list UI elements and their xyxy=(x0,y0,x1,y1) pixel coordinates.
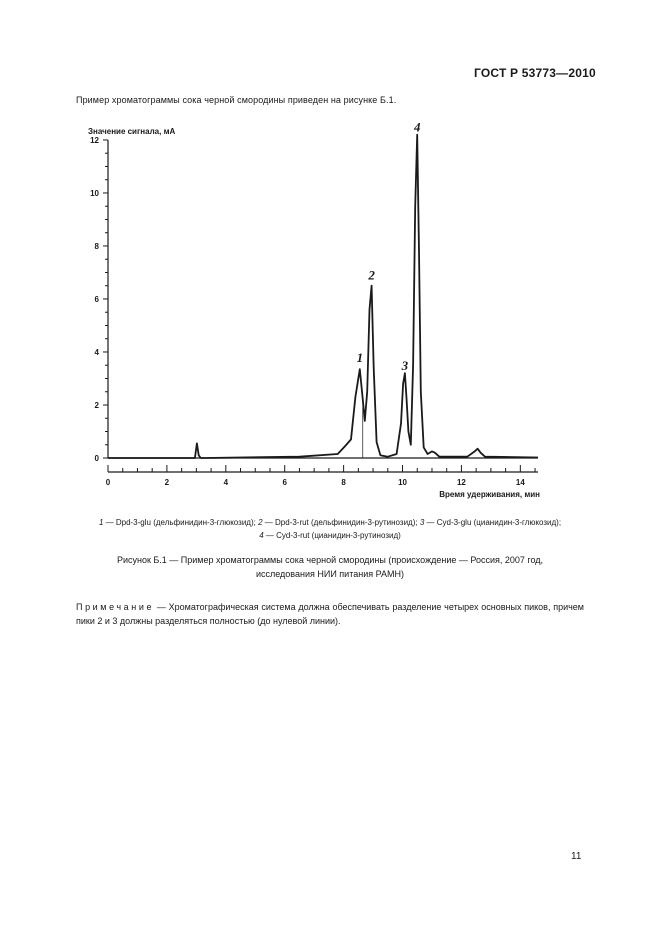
y-tick-label: 12 xyxy=(90,135,99,145)
legend-num-1: 1 xyxy=(98,518,104,527)
x-tick-label: 4 xyxy=(223,478,229,487)
peak-label-1: 1 xyxy=(356,349,364,365)
legend-text-2: — Dpd-3-rut (дельфинидин-3-рутинозид); xyxy=(262,518,420,527)
y-tick-label: 8 xyxy=(94,241,99,251)
y-tick-label: 10 xyxy=(90,188,99,198)
x-tick-label: 10 xyxy=(398,478,407,487)
legend-text-3: — Cyd-3-glu (цианидин-3-глюкозид); xyxy=(424,518,562,527)
intro-paragraph: Пример хроматограммы сока черной смородины приведен на рисунке Б.1. xyxy=(76,95,397,105)
x-tick-label: 6 xyxy=(282,478,287,487)
x-tick-label: 12 xyxy=(456,478,466,487)
note-label: Примечание xyxy=(76,602,155,612)
x-tick-label: 8 xyxy=(341,478,346,487)
peak-label-2: 2 xyxy=(368,267,375,283)
legend-num-3: 3 xyxy=(419,518,425,527)
x-axis-title: Время удерживания, мин xyxy=(439,490,540,499)
caption-line-2: исследования НИИ питания РАМН) xyxy=(255,569,405,579)
x-tick-label: 14 xyxy=(515,478,525,487)
y-tick-label: 0 xyxy=(94,454,99,463)
page-number: 11 xyxy=(571,851,582,862)
note-text: — Хроматографическая система должна обеспечивать разделение четырех основных пиков, причем пики 2 и 3 должны разделяться полностью (до нулевой линии). xyxy=(76,602,584,626)
chromatogram-trace xyxy=(108,135,538,458)
figure-legend-line-1 xyxy=(40,516,620,529)
y-tick-label: 6 xyxy=(94,294,99,304)
y-tick-label: 2 xyxy=(94,400,99,410)
x-tick-label: 0 xyxy=(105,478,111,487)
legend-num-4: 4 xyxy=(259,531,264,540)
legend-num-2: 2 xyxy=(258,518,263,527)
legend-text-1: — Dpd-3-glu (дельфинидин-3-глюкозид); xyxy=(103,518,259,527)
peak-label-3: 3 xyxy=(401,357,409,373)
x-tick-label: 2 xyxy=(164,478,170,487)
caption-line-1: Рисунок Б.1 — Пример хроматограммы сока черной смородины (происхождение — Россия, 2007 год, xyxy=(116,555,544,565)
figure-caption xyxy=(60,553,600,581)
legend-text-4: — Cyd-3-rut (цианидин-3-рутинозид) xyxy=(263,531,401,540)
standard-code: ГОСТ Р 53773—2010 xyxy=(474,66,596,80)
y-axis-title: Значение сигнала, мА xyxy=(88,127,176,136)
note-paragraph xyxy=(76,600,584,628)
peak-label-4: 4 xyxy=(413,119,421,135)
figure-legend-line-2 xyxy=(40,529,620,542)
y-tick-label: 4 xyxy=(94,347,99,357)
